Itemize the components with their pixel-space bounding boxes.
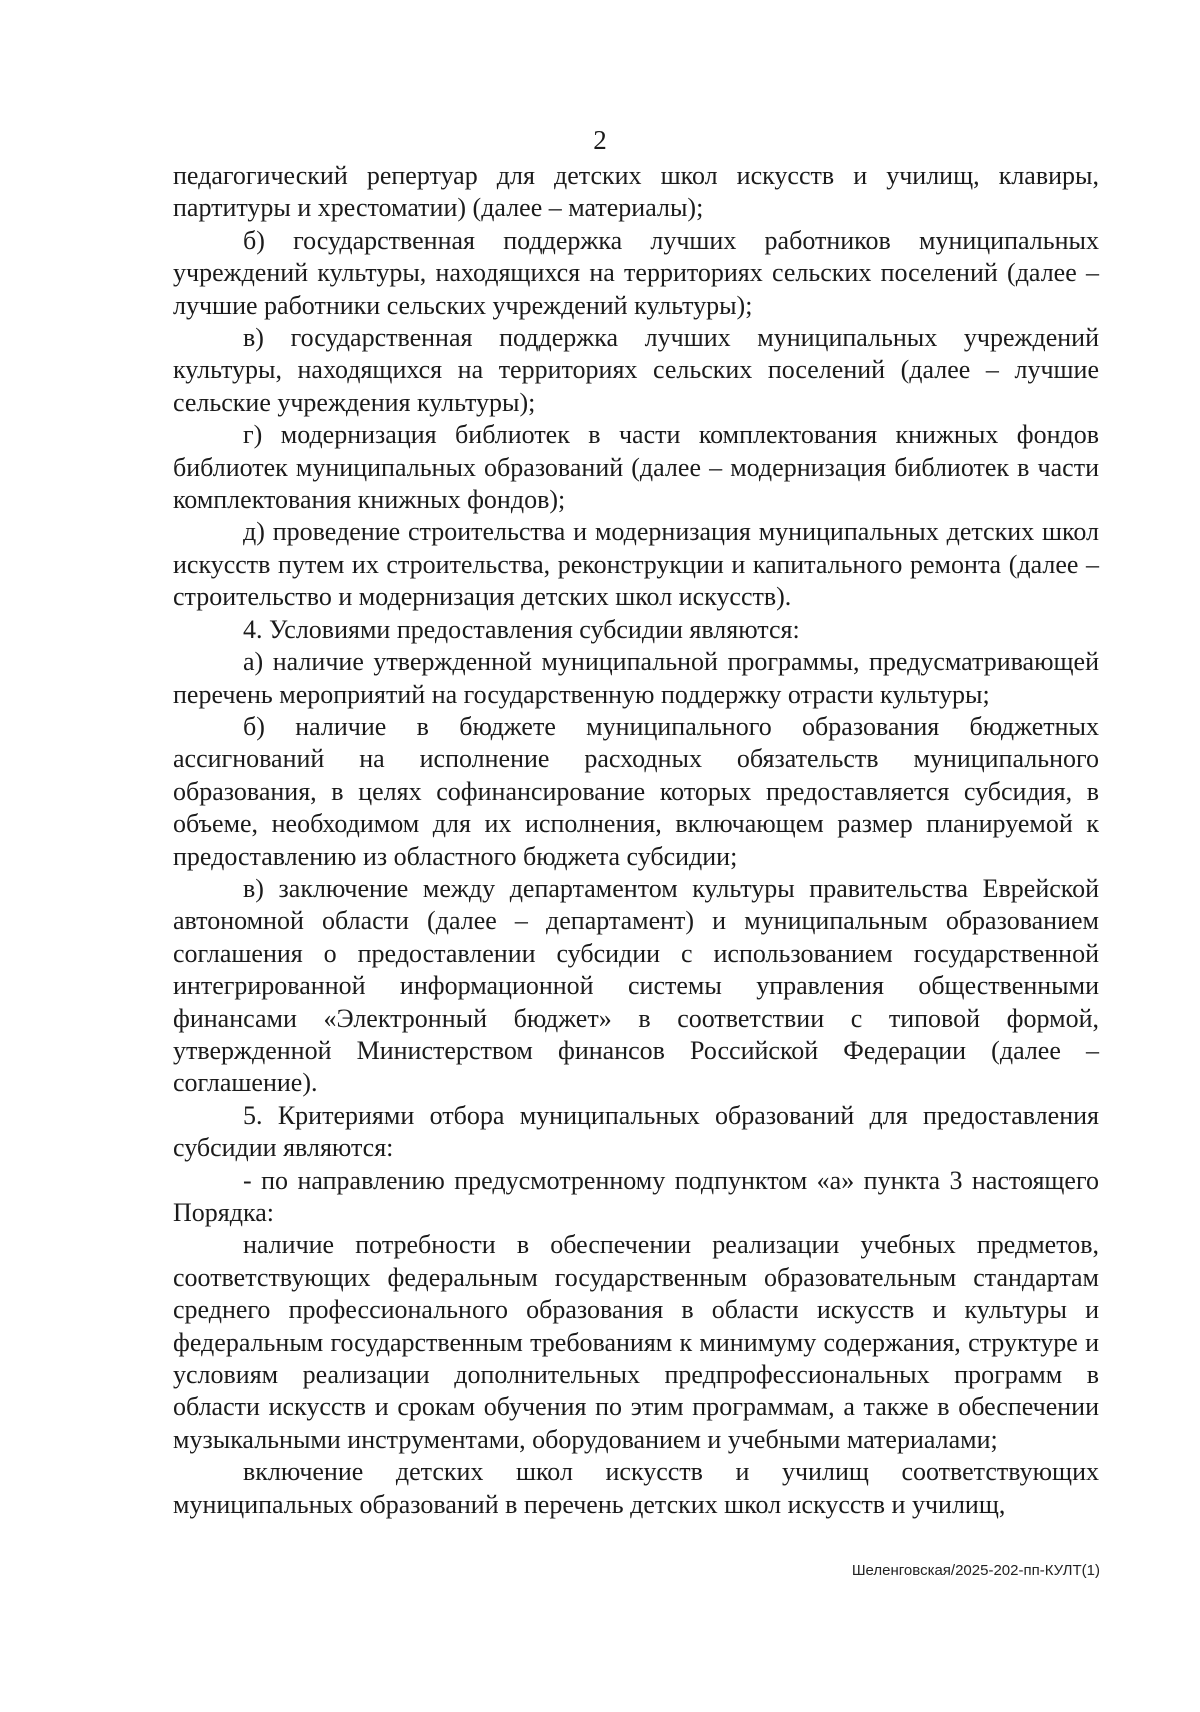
paragraph-item-b-workers: б) государственная поддержка лучших работников муниципальных учреждений культуры, находящихся на территориях сельских поселений (далее – лучшие работники сельских учреждений культуры); [173,225,1099,320]
paragraph-materials-continuation: педагогический репертуар для детских школ искусств и училищ, клавиры, партитуры и хрестоматии) (далее – материалы); [173,161,1099,223]
paragraph-condition-a: а) наличие утвержденной муниципальной программы, предусматривающей перечень мероприятий на государственную поддержку отрасти культуры; [173,647,1099,709]
paragraph-item-g-libraries: г) модернизация библиотек в части комплектования книжных фондов библиотек муниципальных образований (далее – модернизация библиотек в части комплектования книжных фондов); [173,420,1099,515]
paragraph-criteria-inclusion: включение детских школ искусств и училищ соответствующих муниципальных образований в перечень детских школ искусств и училищ, [173,1457,1099,1519]
paragraph-item-v-institutions: в) государственная поддержка лучших муниципальных учреждений культуры, находящихся на территориях сельских поселений (далее – лучшие сельские учреждения культуры); [173,323,1099,417]
paragraph-condition-b: б) наличие в бюджете муниципального образования бюджетных ассигнований на исполнение расходных обязательств муниципального образования, в целях софинансирование которых предоставляется субсидия, в объеме, необходимом для их исполнения, включающем размер планируемой к предоставлению из областного бюджета субсидии; [173,711,1099,871]
paragraph-item-d-construction: д) проведение строительства и модернизация муниципальных детских школ искусств путем их строительства, реконструкции и капитального ремонта (далее – строительство и модернизация детских школ искусств). [173,517,1099,612]
page-number: 2 [593,125,607,155]
document-body [173,160,1099,1521]
paragraph-criteria-direction-a: - по направлению предусмотренному подпунктом «а» пункта 3 настоящего Порядка: [173,1165,1099,1227]
paragraph-section-4-conditions: 4. Условиями предоставления субсидии являются: [243,614,800,644]
paragraph-criteria-need: наличие потребности в обеспечении реализации учебных предметов, соответствующих федеральным государственным образовательным стандартам среднего профессионального образования в области искусств и культуры и федеральным государственным требованиям к минимуму содержания, структуре и условиям реализации дополнительных предпрофессиональных программ в области искусств и срокам обучения по этим программам, а также в обеспечении музыкальными инструментами, оборудованием и учебными материалами; [173,1230,1099,1454]
paragraph-section-5-criteria: 5. Критериями отбора муниципальных образований для предоставления субсидии являются: [173,1100,1099,1163]
paragraph-condition-v: в) заключение между департаментом культуры правительства Еврейской автономной области (далее – департамент) и муниципальным образованием соглашения о предоставлении субсидии с использованием государственной интегрированной информационной системы управления общественными финансами «Электронный бюджет» в соответствии с типовой формой, утвержденной Министерством финансов Российской Федерации (далее – соглашение). [173,873,1099,1098]
document-reference-footer: Шеленговская/2025-202-пп-КУЛТ(1) [851,1562,1100,1579]
